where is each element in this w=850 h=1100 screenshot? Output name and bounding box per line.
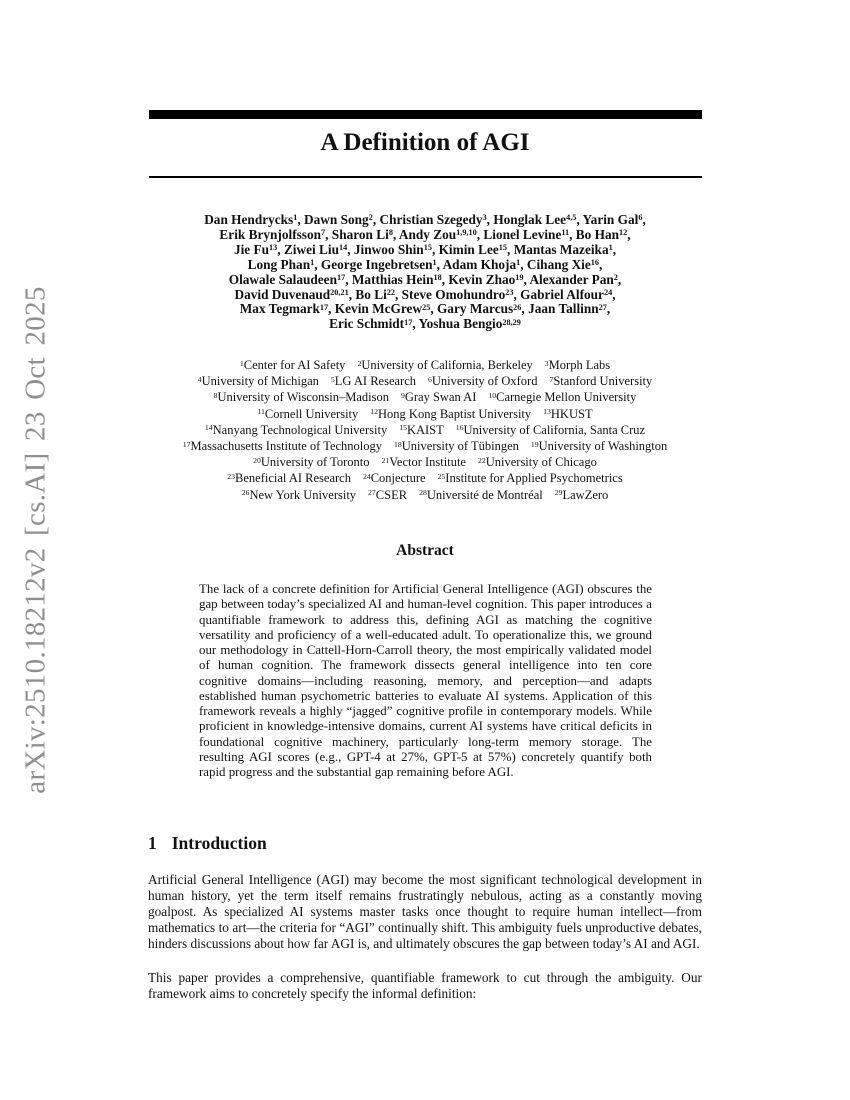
- author-superscript: 1: [432, 258, 437, 268]
- affiliation-superscript: 4: [197, 374, 202, 384]
- affiliation-superscript: 8: [213, 390, 218, 400]
- affiliation-superscript: 5: [330, 374, 335, 384]
- affiliation-item: [531, 439, 667, 453]
- section-title: Introduction: [171, 833, 267, 853]
- author-name: Jinwoo Shin: [353, 241, 424, 257]
- affiliation-item: [214, 390, 389, 404]
- author-superscript: 1: [608, 243, 613, 253]
- affiliation-name: New York University: [249, 487, 357, 502]
- author-superscript: 13: [269, 243, 278, 253]
- affiliation-line: [128, 487, 722, 503]
- author-name: Jaan Tallinn: [528, 301, 599, 317]
- affiliation-name: Gray Swan AI: [404, 390, 477, 405]
- author-superscript: 19: [515, 272, 524, 282]
- affiliation-line: [128, 406, 722, 422]
- affiliation-item: [428, 374, 537, 388]
- affiliation-superscript: 6: [428, 374, 432, 384]
- author-superscript: 22: [386, 287, 395, 297]
- affiliation-name: Nanyang Technological University: [212, 422, 388, 437]
- author-name: Christian Szegedy: [379, 212, 483, 227]
- affiliation-superscript: 22: [477, 455, 486, 465]
- affiliation-name: University of California, Santa Cruz: [463, 422, 646, 437]
- affiliation-item: [242, 488, 356, 502]
- author-superscript: 4,5: [566, 213, 577, 223]
- author-name: Andy Zou: [398, 226, 457, 242]
- affiliation-name: Institute for Applied Psychometrics: [445, 471, 623, 486]
- affiliation-superscript: 17: [182, 439, 191, 449]
- intro-paragraph-2: This paper provides a comprehensive, quantifiable framework to cut through the ambiguity. Our framework aims to concretely specify the informal definition:: [148, 970, 702, 1001]
- author-superscript: 1: [293, 213, 298, 223]
- affiliation-name: University of Toronto: [260, 455, 370, 470]
- affiliation-name: Université de Montréal: [426, 487, 543, 502]
- affiliation-item: [555, 488, 609, 502]
- affiliation-item: [382, 455, 466, 469]
- affiliation-line: [128, 389, 722, 405]
- affiliation-item: [198, 374, 319, 388]
- author-superscript: 16: [590, 258, 600, 268]
- affiliation-item: [227, 471, 351, 485]
- affiliation-superscript: 19: [530, 439, 539, 449]
- affiliation-item: [257, 407, 358, 421]
- affiliation-item: [399, 423, 444, 437]
- affiliation-name: University of Michigan: [201, 374, 319, 389]
- affiliation-item: [370, 407, 531, 421]
- affiliation-name: Hong Kong Baptist University: [378, 406, 532, 421]
- affiliation-item: [363, 471, 426, 485]
- author-superscript: 18: [433, 272, 442, 282]
- affiliation-superscript: 15: [399, 423, 407, 433]
- author-name: Mantas Mazeika: [513, 241, 609, 257]
- affiliation-superscript: 18: [394, 439, 402, 449]
- author-superscript: 25: [422, 302, 431, 312]
- affiliation-superscript: 14: [204, 423, 213, 433]
- author-line: Eric Schmidt$^{17}$, Yoshua Bengio$^{28,29}$: [329, 316, 521, 332]
- author-superscript: 27: [598, 302, 607, 312]
- section-heading-introduction: [148, 833, 702, 854]
- author-name: George Ingebretsen: [320, 256, 433, 272]
- affiliation-name: Vector Institute: [389, 455, 466, 470]
- author-name: Eric Schmidt: [329, 316, 405, 332]
- affiliation-line: [128, 438, 722, 454]
- author-name: Cihang Xie: [526, 256, 591, 272]
- affiliation-name: Beneficial AI Research: [235, 471, 351, 486]
- author-superscript: 7: [321, 228, 326, 238]
- author-superscript: 1: [310, 258, 315, 268]
- author-block: [128, 213, 722, 332]
- author-line: Dan Hendrycks$^1$, Dawn Song$^2$, Christian Szegedy$^3$, Honglak Lee$^{4,5}$, Yarin Gal$^6$,: [204, 212, 646, 227]
- author-name: Bo Li: [355, 286, 387, 302]
- intro-paragraph-1: Artificial General Intelligence (AGI) may become the most significant technological development in human history, yet the term itself remains frustratingly nebulous, acting as a constantly moving goalpost. As specialized AI systems master tasks once thought to require human intellect—from mathematics to art—the criteria for “AGI” continually shift. This ambiguity fuels unproductive debates, hinders discussions about how far AGI is, and ultimately obscures the gap between today’s AI and AGI.: [148, 872, 702, 951]
- author-name: Dawn Song: [304, 212, 369, 227]
- affiliation-item: [368, 488, 407, 502]
- affiliation-superscript: 29: [554, 488, 563, 498]
- affiliation-item: [240, 358, 346, 372]
- affiliation-superscript: 16: [455, 423, 464, 433]
- affiliation-name: KAIST: [406, 422, 444, 437]
- affiliation-name: University of Washington: [538, 439, 668, 454]
- author-superscript: 15: [423, 243, 432, 253]
- author-name: Kevin McGrew: [334, 301, 423, 317]
- author-name: Gary Marcus: [436, 301, 514, 317]
- author-superscript: 3: [482, 213, 487, 223]
- affiliation-superscript: 1: [239, 358, 244, 368]
- affiliation-superscript: 13: [543, 407, 551, 417]
- affiliation-name: Morph Labs: [548, 358, 611, 372]
- affiliation-superscript: 27: [368, 488, 376, 498]
- author-name: Olawale Salaudeen: [228, 271, 337, 287]
- author-name: Steve Omohundro: [401, 286, 506, 302]
- affiliation-superscript: 12: [370, 407, 379, 417]
- affiliation-superscript: 21: [381, 455, 390, 465]
- author-superscript: 8: [388, 228, 393, 238]
- affiliation-superscript: 23: [227, 471, 236, 481]
- author-name: Bo Han: [575, 226, 620, 242]
- author-superscript: 2: [613, 272, 618, 282]
- author-name: Kevin Zhao: [448, 271, 516, 287]
- author-superscript: 2: [368, 213, 373, 223]
- author-name: David Duvenaud: [234, 286, 331, 302]
- affiliation-name: Massachusetts Institute of Technology: [190, 439, 383, 454]
- section-number: 1: [148, 833, 157, 853]
- affiliation-item: [331, 374, 416, 388]
- author-superscript: 17: [404, 317, 413, 327]
- author-superscript: 17: [319, 302, 329, 312]
- affiliation-line: [128, 357, 722, 373]
- title-rule-bottom: [149, 176, 702, 178]
- author-name: Ziwei Liu: [283, 241, 339, 257]
- affiliation-item: [357, 358, 532, 372]
- affiliation-name: University of California, Berkeley: [361, 358, 533, 372]
- affiliation-superscript: 7: [549, 374, 554, 384]
- author-superscript: 23: [505, 287, 514, 297]
- author-line: David Duvenaud$^{20,21}$, Bo Li$^{22}$, Steve Omohundro$^{23}$, Gabriel Alfour$^{24}$,: [234, 286, 616, 302]
- affiliation-superscript: 20: [253, 455, 261, 465]
- affiliation-line: [128, 422, 722, 438]
- affiliation-name: LG AI Research: [334, 374, 417, 389]
- affiliation-superscript: 11: [257, 407, 265, 417]
- author-name: Yoshua Bengio: [418, 316, 503, 332]
- author-name: Jie Fu: [233, 241, 270, 257]
- author-superscript: 15: [498, 243, 508, 253]
- affiliation-item: [394, 439, 519, 453]
- paper-title: A Definition of AGI: [320, 129, 530, 156]
- affiliation-item: [549, 374, 652, 388]
- affiliation-name: Conjecture: [370, 471, 426, 486]
- author-name: Alexander Pan: [529, 271, 614, 287]
- affiliation-name: CSER: [375, 487, 408, 502]
- author-name: Erik Brynjolfsson: [219, 226, 322, 242]
- affiliation-superscript: 9: [400, 390, 405, 400]
- author-line: Long Phan$^1$, George Ingebretsen$^1$, Adam Khoja$^1$, Cihang Xie$^{16}$,: [247, 256, 603, 272]
- affiliation-name: Carnegie Mellon University: [496, 390, 637, 405]
- affiliation-superscript: 28: [419, 488, 427, 498]
- affiliation-superscript: 26: [241, 488, 250, 498]
- author-superscript: 14: [338, 243, 348, 253]
- author-superscript: 1: [516, 258, 521, 268]
- author-name: Sharon Li: [331, 226, 389, 242]
- affiliation-name: HKUST: [550, 406, 593, 421]
- author-name: Adam Khoja: [442, 256, 517, 272]
- author-superscript: 11: [561, 228, 570, 238]
- affiliation-item: [456, 423, 645, 437]
- affiliation-superscript: 2: [357, 358, 362, 368]
- author-superscript: 12: [619, 228, 628, 238]
- affiliation-superscript: 10: [488, 390, 497, 400]
- affiliation-item: [545, 358, 610, 372]
- author-name: Max Tegmark: [239, 301, 320, 317]
- title-rule-top: [149, 110, 702, 119]
- affiliation-item: [543, 407, 592, 421]
- author-superscript: 1,9,10: [456, 228, 477, 238]
- author-name: Yarin Gal: [582, 212, 639, 227]
- author-name: Gabriel Alfour: [520, 286, 604, 302]
- affiliation-name: Center for AI Safety: [243, 358, 346, 372]
- author-superscript: 20,21: [330, 287, 349, 297]
- affiliation-superscript: 3: [544, 358, 549, 368]
- affiliation-name: Stanford University: [553, 374, 653, 389]
- affiliation-item: [401, 390, 476, 404]
- affiliation-name: University of Chicago: [485, 455, 597, 470]
- author-superscript: 24: [603, 287, 613, 297]
- affiliation-superscript: 24: [362, 471, 371, 481]
- affiliation-item: [438, 471, 623, 485]
- author-superscript: 26: [513, 302, 522, 312]
- abstract-text: The lack of a concrete definition for Artificial General Intelligence (AGI) obscures the gap between today’s specialized AI and human-level cognition. This paper introduces a quantifiable framework to address this, defining AGI as matching the cognitive versatility and proficiency of a well-educated adult. To operationalize this, we ground our methodology in Cattell-Horn-Carroll theory, the most empirically validated model of human cognition. The framework dissects general intelligence into ten core cognitive domains—including reasoning, memory, and perception—and adapts established human psychometric batteries to evaluate AI systems. Application of this framework reveals a highly “jagged” cognitive profile in contemporary models. While proficient in knowledge-intensive domains, current AI systems have critical deficits in foundational cognitive machinery, particularly long-term memory storage. The resulting AGI scores (e.g., GPT-4 at 27%, GPT-5 at 57%) concretely quantify both rapid progress and the substantial gap remaining before AGI.: [199, 582, 652, 779]
- affiliation-superscript: 25: [437, 471, 446, 481]
- affiliation-item: [419, 488, 543, 502]
- affiliation-item: [253, 455, 369, 469]
- author-line: Max Tegmark$^{17}$, Kevin McGrew$^{25}$, Gary Marcus$^{26}$, Jaan Tallinn$^{27}$,: [239, 301, 611, 317]
- affiliation-item: [478, 455, 597, 469]
- author-name: Lionel Levine: [483, 226, 562, 242]
- affiliation-item: [205, 423, 387, 437]
- author-name: Matthias Hein: [351, 271, 434, 287]
- affiliation-item: [488, 390, 636, 404]
- abstract-heading: Abstract: [396, 542, 454, 559]
- affiliation-name: University of Tübingen: [401, 439, 519, 454]
- author-name: Kimin Lee: [438, 241, 499, 257]
- author-name: Honglak Lee: [493, 212, 567, 227]
- affiliation-item: [183, 439, 382, 453]
- author-line: Jie Fu$^{13}$, Ziwei Liu$^{14}$, Jinwoo Shin$^{15}$, Kimin Lee$^{15}$, Mantas Mazeika$^1$,: [233, 241, 617, 257]
- affiliation-name: LawZero: [562, 487, 609, 502]
- affiliation-block: [128, 357, 722, 503]
- arxiv-watermark: arXiv:2510.18212v2 [cs.AI] 23 Oct 2025: [19, 286, 52, 794]
- affiliation-line: [128, 373, 722, 389]
- author-line: Erik Brynjolfsson$^7$, Sharon Li$^8$, Andy Zou$^{1,9,10}$, Lionel Levine$^{11}$, Bo Han$^{12}$,: [219, 226, 631, 242]
- affiliation-name: University of Oxford: [431, 374, 538, 389]
- author-line: Olawale Salaudeen$^{17}$, Matthias Hein$^{18}$, Kevin Zhao$^{19}$, Alexander Pan$^2$,: [228, 271, 622, 287]
- author-name: Long Phan: [247, 256, 311, 272]
- affiliation-line: [128, 470, 722, 486]
- author-superscript: 28,29: [502, 317, 521, 327]
- affiliation-name: University of Wisconsin–Madison: [217, 390, 389, 405]
- author-superscript: 6: [638, 213, 643, 223]
- affiliation-name: Cornell University: [264, 406, 359, 421]
- author-superscript: 17: [336, 272, 346, 282]
- author-name: Dan Hendrycks: [204, 212, 294, 227]
- affiliation-line: [128, 454, 722, 470]
